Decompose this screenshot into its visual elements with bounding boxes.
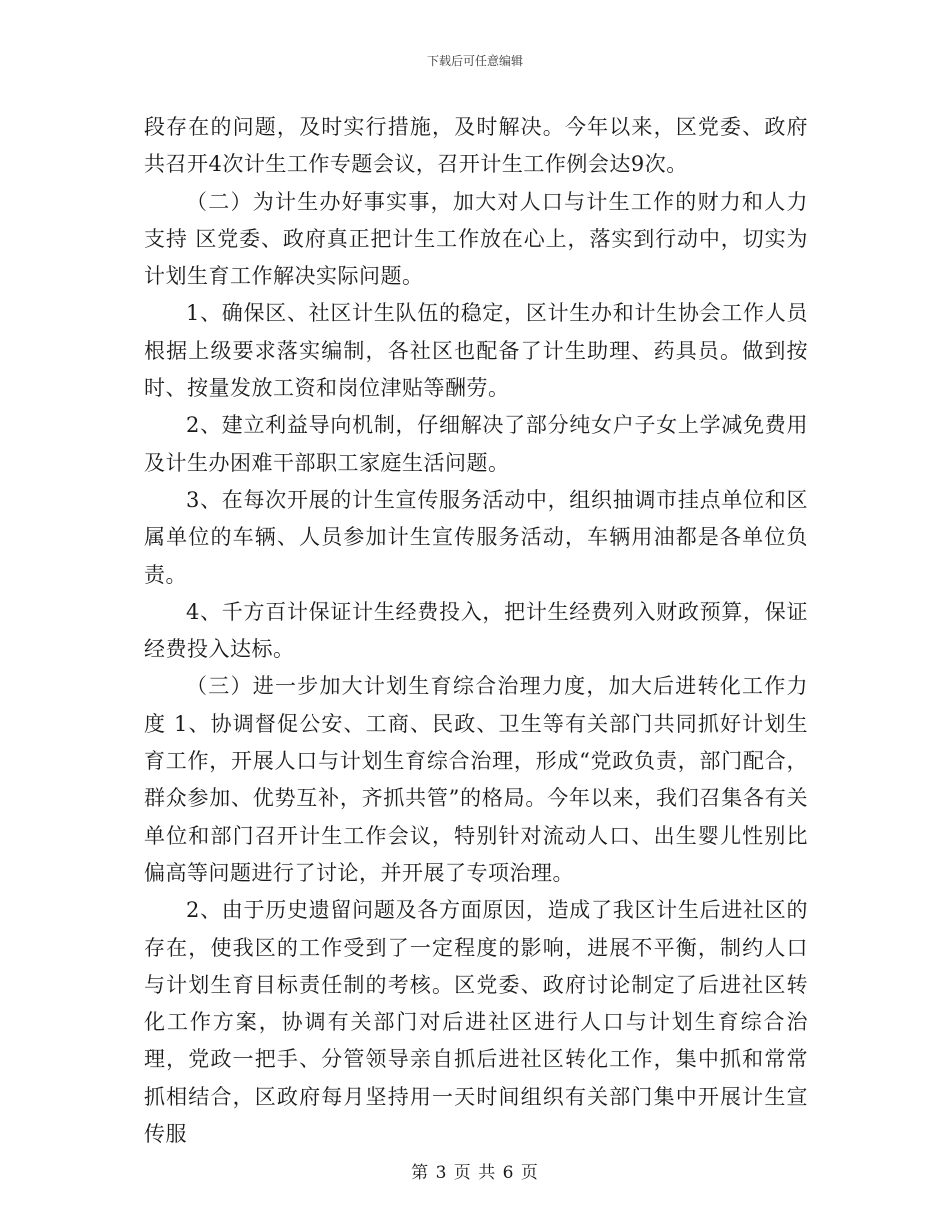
page-number: 第 3 页 共 6 页	[411, 1163, 539, 1183]
page-header: 下载后可任意编辑	[426, 54, 523, 68]
paragraph-section-3: （三）进一步加大计划生育综合治理力度，加大后进转化工作力度 1、协调督促公安、工商、民政、卫生等有关部门共同抓好计划生育工作，开展人口与计划生育综合治理，形成“党政负责，部门配合，群众参加、优势互补，齐抓共管”的格局。今年以来，我们召集各有关单位和部门召开计生工作会议，特别针对流动人口、出生婴儿性别比偏高等问题进行了讨论，并开展了专项治理。	[144, 674, 808, 885]
paragraph-section-2: （二）为计生办好事实事，加大对人口与计生工作的财力和人力支持 区党委、政府真正把计生工作放在心上，落实到行动中，切实为计划生育工作解决实际问题。	[144, 189, 808, 289]
document-body	[144, 109, 808, 1153]
paragraph-item-4: 4、千方百计保证计生经费投入，把计生经费列入财政预算，保证经费投入达标。	[144, 599, 808, 662]
paragraph-section-3-item-2: 2、由于历史遗留问题及各方面原因，造成了我区计生后进社区的存在，使我区的工作受到了一定程度的影响，进展不平衡，制约人口与计划生育目标责任制的考核。区党委、政府讨论制定了后进社区转化工作方案，协调有关部门对后进社区进行人口与计划生育综合治理，党政一把手、分管领导亲自抓后进社区转化工作，集中抓和常常抓相结合，区政府每月坚持用一天时间组织有关部门集中开展计生宣传服	[144, 898, 808, 1147]
paragraph-item-3: 3、在每次开展的计生宣传服务活动中，组织抽调市挂点单位和区属单位的车辆、人员参加计生宣传服务活动，车辆用油都是各单位负责。	[144, 487, 808, 587]
paragraph-continuation: 段存在的问题，及时实行措施，及时解决。今年以来，区党委、政府共召开4次计生工作专题会议，召开计生工作例会达9次。	[144, 115, 808, 177]
paragraph-item-2: 2、建立利益导向机制，仔细解决了部分纯女户子女上学减免费用及计生办困难干部职工家庭生活问题。	[144, 413, 808, 475]
paragraph-item-1: 1、确保区、社区计生队伍的稳定，区计生办和计生协会工作人员根据上级要求落实编制，各社区也配备了计生助理、药具员。做到按时、按量发放工资和岗位津贴等酬劳。	[144, 301, 808, 401]
